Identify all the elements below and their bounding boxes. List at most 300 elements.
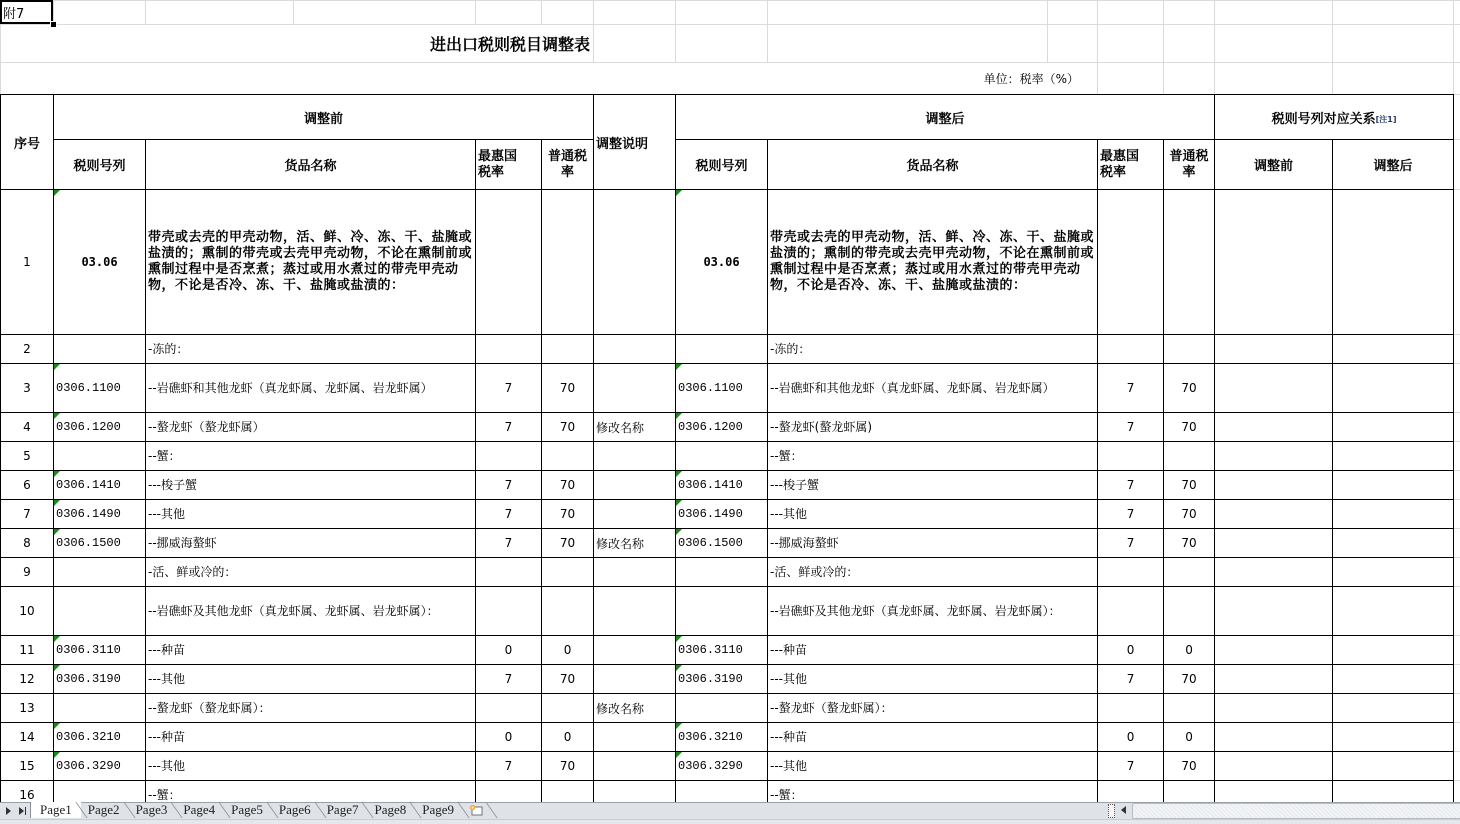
- cell-after-code[interactable]: [676, 558, 768, 587]
- grid-cell[interactable]: [594, 25, 676, 63]
- cell-seq[interactable]: 7: [1, 500, 54, 529]
- grid-cell[interactable]: [1215, 1, 1333, 25]
- cell-after-name[interactable]: ---种苗: [768, 723, 1098, 752]
- insert-sheet-icon: [469, 804, 483, 816]
- cell-before-name[interactable]: -冻的：: [146, 335, 476, 364]
- cell-relation-after[interactable]: [1333, 558, 1454, 587]
- header-relation-label: 税则号列对应关系: [1271, 111, 1376, 127]
- grid-cell[interactable]: [676, 25, 768, 63]
- sheet-tab-page8[interactable]: Page8: [365, 802, 415, 818]
- grid-cell[interactable]: [54, 1, 146, 25]
- cell-before-general[interactable]: 70: [542, 665, 594, 694]
- header-after-group: 调整后: [676, 95, 1215, 140]
- header-after-general-rate: 普通税率: [1169, 148, 1209, 180]
- cell-seq[interactable]: 14: [1, 723, 54, 752]
- sheet-tab-page9[interactable]: Page9: [413, 802, 463, 818]
- header-after-name: 货品名称: [768, 140, 1098, 190]
- cell-relation-after[interactable]: [1333, 442, 1454, 471]
- cell-before-mfn[interactable]: 7: [476, 364, 542, 413]
- cell-before-code[interactable]: [54, 781, 146, 803]
- cell-before-general[interactable]: [542, 335, 594, 364]
- cell-relation-before[interactable]: [1215, 413, 1333, 442]
- cell-before-mfn[interactable]: [476, 558, 542, 587]
- cell-relation-before[interactable]: [1215, 558, 1333, 587]
- cell-seq[interactable]: 15: [1, 752, 54, 781]
- cell-before-name[interactable]: ---其他: [146, 752, 476, 781]
- cell-before-mfn[interactable]: [476, 694, 542, 723]
- cell-before-code[interactable]: [54, 694, 146, 723]
- grid-cell[interactable]: [1454, 665, 1460, 694]
- cell-after-mfn[interactable]: [1098, 335, 1164, 364]
- cell-after-name[interactable]: ---梭子蟹: [768, 471, 1098, 500]
- cell-after-mfn[interactable]: 7: [1098, 752, 1164, 781]
- cell-before-code[interactable]: 0306.3190: [54, 665, 146, 694]
- cell-seq[interactable]: 12: [1, 665, 54, 694]
- table-row: [1, 471, 1460, 500]
- cell-relation-before[interactable]: [1215, 500, 1333, 529]
- cell-before-general[interactable]: [542, 781, 594, 803]
- grid-cell[interactable]: [1454, 335, 1460, 364]
- cell-before-code[interactable]: 0306.3290: [54, 752, 146, 781]
- header-after-mfn-rate: 最惠国税率: [1100, 148, 1140, 180]
- cell-relation-before[interactable]: [1215, 335, 1333, 364]
- cell-after-general[interactable]: [1164, 190, 1215, 335]
- cell-after-mfn[interactable]: 7: [1098, 413, 1164, 442]
- cell-before-general[interactable]: 70: [542, 413, 594, 442]
- cell-note[interactable]: [594, 558, 676, 587]
- tariff-adjustment-table: [0, 94, 1460, 802]
- cell-after-name[interactable]: ---其他: [768, 500, 1098, 529]
- cell-after-code[interactable]: 0306.1500: [676, 529, 768, 558]
- grid-cell[interactable]: [542, 1, 594, 25]
- cell-relation-after[interactable]: [1333, 752, 1454, 781]
- cell-relation-before[interactable]: [1215, 529, 1333, 558]
- cell-before-mfn[interactable]: 7: [476, 471, 542, 500]
- arrow-left-icon: [1121, 806, 1126, 814]
- cell-before-general[interactable]: [542, 190, 594, 335]
- cell-after-general[interactable]: 70: [1164, 471, 1215, 500]
- header-after-code: 税则号列: [676, 140, 768, 190]
- cell-before-name[interactable]: --蟹：: [146, 781, 476, 803]
- cell-before-general[interactable]: 0: [542, 723, 594, 752]
- grid-cell[interactable]: [1098, 63, 1164, 95]
- cell-after-code[interactable]: 0306.1200: [676, 413, 768, 442]
- cell-before-name[interactable]: --岩礁虾及其他龙虾（真龙虾属、龙虾属、岩龙虾属）：: [146, 587, 476, 636]
- cell-after-name[interactable]: --螯龙虾（螯龙虾属）：: [768, 694, 1098, 723]
- cell-after-general[interactable]: 70: [1164, 665, 1215, 694]
- cell-after-mfn[interactable]: 7: [1098, 500, 1164, 529]
- header-before-mfn-rate: 最惠国税率: [478, 148, 518, 180]
- cell-after-general[interactable]: 70: [1164, 364, 1215, 413]
- grid-cell[interactable]: [1454, 558, 1460, 587]
- cell-before-code[interactable]: [54, 335, 146, 364]
- cell-relation-before[interactable]: [1215, 723, 1333, 752]
- cell-note[interactable]: 修改名称: [594, 413, 676, 442]
- grid-cell[interactable]: [1454, 587, 1460, 636]
- grid-cell[interactable]: [1454, 63, 1460, 95]
- header-relation-group: [1215, 95, 1454, 140]
- cell-relation-after[interactable]: [1333, 665, 1454, 694]
- sheet-tab-page2[interactable]: Page2: [79, 802, 129, 818]
- last-sheet-icon: [19, 807, 24, 815]
- table-row: [1, 190, 1460, 335]
- cell-before-name[interactable]: --岩礁虾和其他龙虾（真龙虾属、龙虾属、岩龙虾属）: [146, 364, 476, 413]
- cell-relation-after[interactable]: [1333, 500, 1454, 529]
- cell-before-name[interactable]: ---其他: [146, 500, 476, 529]
- table-row: [1, 500, 1460, 529]
- fill-handle[interactable]: [50, 21, 57, 28]
- unit-label[interactable]: 单位：税率（%）: [1, 63, 1098, 95]
- footnote-marker[interactable]: [注1]: [1375, 114, 1397, 124]
- sheet-tab-page5[interactable]: Page5: [222, 802, 272, 818]
- grid-cell[interactable]: [1454, 500, 1460, 529]
- table-row: [1, 442, 1460, 471]
- cell-after-code[interactable]: 03.06: [676, 190, 768, 335]
- grid-cell[interactable]: [1454, 471, 1460, 500]
- table-row: [1, 723, 1460, 752]
- grid-cell[interactable]: [1048, 25, 1098, 63]
- cell-after-general[interactable]: 0: [1164, 723, 1215, 752]
- cell-after-mfn[interactable]: 7: [1098, 364, 1164, 413]
- cell-seq[interactable]: 11: [1, 636, 54, 665]
- cell-after-general[interactable]: 70: [1164, 413, 1215, 442]
- cell-relation-after[interactable]: [1333, 723, 1454, 752]
- cell-before-general[interactable]: 70: [542, 752, 594, 781]
- header-adjust-note: 调整说明: [594, 95, 676, 190]
- grid-cell[interactable]: [1333, 1, 1454, 25]
- table-row: [1, 335, 1460, 364]
- cell-after-code[interactable]: 0306.3190: [676, 665, 768, 694]
- cell-before-mfn[interactable]: [476, 190, 542, 335]
- table-row: [1, 781, 1460, 803]
- cell-seq[interactable]: 13: [1, 694, 54, 723]
- grid-cell[interactable]: [1454, 190, 1460, 335]
- cell-relation-before[interactable]: [1215, 636, 1333, 665]
- cell-note[interactable]: [594, 335, 676, 364]
- cell-relation-before[interactable]: [1215, 752, 1333, 781]
- header-before-group: 调整前: [54, 95, 594, 140]
- cell-after-general[interactable]: [1164, 694, 1215, 723]
- status-bar: [0, 819, 1460, 824]
- cell-seq[interactable]: 4: [1, 413, 54, 442]
- cell-before-general[interactable]: [542, 442, 594, 471]
- cell-relation-after[interactable]: [1333, 413, 1454, 442]
- cell-after-mfn[interactable]: [1098, 442, 1164, 471]
- cell-before-code[interactable]: [54, 558, 146, 587]
- cell-after-name[interactable]: ---其他: [768, 752, 1098, 781]
- grid-cell[interactable]: [1454, 364, 1460, 413]
- cell-relation-after[interactable]: [1333, 781, 1454, 803]
- cell-after-name[interactable]: --岩礁虾及其他龙虾（真龙虾属、龙虾属、岩龙虾属）：: [768, 587, 1098, 636]
- cell-note[interactable]: [594, 636, 676, 665]
- cell-after-mfn[interactable]: [1098, 781, 1164, 803]
- cell-after-name[interactable]: 带壳或去壳的甲壳动物，活、鲜、冷、冻、干、盐腌或盐渍的；熏制的带壳或去壳甲壳动物，不论在熏制前或熏制过程中是否烹煮；蒸过或用水煮过的带壳甲壳动物，不论是否冷、冻、干、盐腌或盐渍的：: [768, 190, 1098, 335]
- table-row: [1, 364, 1460, 413]
- cell-seq[interactable]: 1: [1, 190, 54, 335]
- cell-before-mfn[interactable]: 7: [476, 752, 542, 781]
- cell-before-mfn[interactable]: 7: [476, 665, 542, 694]
- last-sheet-button[interactable]: [16, 805, 28, 817]
- cell-after-mfn[interactable]: 7: [1098, 471, 1164, 500]
- cell-before-code[interactable]: 0306.3210: [54, 723, 146, 752]
- sheet-tab-page1[interactable]: Page1: [30, 802, 81, 818]
- active-cell-selection[interactable]: [0, 0, 53, 24]
- cell-relation-before[interactable]: [1215, 364, 1333, 413]
- cell-seq[interactable]: 16: [1, 781, 54, 803]
- cell-before-code[interactable]: 0306.1500: [54, 529, 146, 558]
- cell-seq[interactable]: 2: [1, 335, 54, 364]
- cell-after-mfn[interactable]: 0: [1098, 636, 1164, 665]
- cell-note[interactable]: 修改名称: [594, 694, 676, 723]
- header-before-general-rate: 普通税率: [547, 148, 587, 180]
- grid-cell[interactable]: [594, 1, 676, 25]
- grid-cell[interactable]: [1454, 723, 1460, 752]
- horizontal-scrollbar[interactable]: [1106, 802, 1460, 819]
- cell-note[interactable]: [594, 364, 676, 413]
- grid-cell[interactable]: [294, 1, 476, 25]
- grid-cell[interactable]: [1454, 694, 1460, 723]
- sheet-tab-page4[interactable]: Page4: [174, 802, 224, 818]
- last-sheet-bar-icon: [25, 807, 26, 815]
- cell-before-general[interactable]: 0: [542, 636, 594, 665]
- cell-seq[interactable]: 6: [1, 471, 54, 500]
- cell-after-name[interactable]: ---其他: [768, 665, 1098, 694]
- cell-before-mfn[interactable]: 0: [476, 723, 542, 752]
- grid-cell[interactable]: [1164, 1, 1215, 25]
- cell-before-mfn[interactable]: [476, 587, 542, 636]
- grid-cell[interactable]: [1454, 752, 1460, 781]
- cell-after-name[interactable]: -活、鲜或冷的：: [768, 558, 1098, 587]
- cell-after-general[interactable]: [1164, 442, 1215, 471]
- cell-after-general[interactable]: [1164, 781, 1215, 803]
- cell-after-name[interactable]: -冻的：: [768, 335, 1098, 364]
- cell-after-general[interactable]: [1164, 335, 1215, 364]
- grid-cell[interactable]: [1454, 413, 1460, 442]
- cell-before-mfn[interactable]: [476, 781, 542, 803]
- grid-cell[interactable]: [1215, 25, 1333, 63]
- table-row: [1, 665, 1460, 694]
- grid-cell[interactable]: [1098, 1, 1164, 25]
- table-row: [1, 694, 1460, 723]
- cell-before-general[interactable]: [542, 587, 594, 636]
- cell-after-name[interactable]: --螯龙虾(螯龙虾属): [768, 413, 1098, 442]
- header-before-code: 税则号列: [54, 140, 146, 190]
- grid-cell[interactable]: [1454, 636, 1460, 665]
- cell-relation-after[interactable]: [1333, 694, 1454, 723]
- grid-cell[interactable]: [676, 1, 768, 25]
- cell-before-general[interactable]: 70: [542, 364, 594, 413]
- cell-note[interactable]: [594, 471, 676, 500]
- cell-relation-after[interactable]: [1333, 190, 1454, 335]
- sheet-tab-page3[interactable]: Page3: [127, 802, 177, 818]
- tab-split-handle[interactable]: [1108, 804, 1115, 818]
- cell-before-general[interactable]: [542, 558, 594, 587]
- header-before-name: 货品名称: [146, 140, 476, 190]
- grid-cell[interactable]: [1215, 63, 1333, 95]
- next-sheet-button[interactable]: [3, 805, 15, 817]
- cell-before-name[interactable]: ---种苗: [146, 723, 476, 752]
- cell-relation-after[interactable]: [1333, 529, 1454, 558]
- grid-cell[interactable]: [768, 1, 1048, 25]
- cell-note[interactable]: [594, 752, 676, 781]
- table-row: [1, 636, 1460, 665]
- cell-before-general[interactable]: 70: [542, 529, 594, 558]
- cell-note[interactable]: [594, 190, 676, 335]
- cell-after-general[interactable]: 0: [1164, 636, 1215, 665]
- cell-relation-before[interactable]: [1215, 694, 1333, 723]
- cell-after-code[interactable]: [676, 587, 768, 636]
- cell-relation-after[interactable]: [1333, 636, 1454, 665]
- cell-relation-before[interactable]: [1215, 190, 1333, 335]
- cell-after-mfn[interactable]: [1098, 694, 1164, 723]
- header-seq: 序号: [1, 95, 54, 190]
- header-row-1: [1, 95, 1460, 140]
- scrollbar-track[interactable]: [1132, 803, 1460, 819]
- cell-after-general[interactable]: 70: [1164, 752, 1215, 781]
- cell-before-mfn[interactable]: 7: [476, 529, 542, 558]
- cell-before-name[interactable]: ---种苗: [146, 636, 476, 665]
- grid-cell[interactable]: [1454, 529, 1460, 558]
- cell-before-mfn[interactable]: [476, 335, 542, 364]
- cell-after-mfn[interactable]: 0: [1098, 723, 1164, 752]
- cell-after-mfn[interactable]: 7: [1098, 529, 1164, 558]
- cell-note[interactable]: 修改名称: [594, 529, 676, 558]
- cell-relation-before[interactable]: [1215, 442, 1333, 471]
- cell-before-name[interactable]: --蟹：: [146, 442, 476, 471]
- grid-cell[interactable]: [1098, 25, 1164, 63]
- cell-relation-after[interactable]: [1333, 587, 1454, 636]
- cell-note[interactable]: [594, 723, 676, 752]
- cell-note[interactable]: [594, 442, 676, 471]
- cell-before-name[interactable]: -活、鲜或冷的：: [146, 558, 476, 587]
- cell-after-name[interactable]: --岩礁虾和其他龙虾（真龙虾属、龙虾属、岩龙虾属）: [768, 364, 1098, 413]
- cell-before-code[interactable]: 0306.1490: [54, 500, 146, 529]
- cell-before-general[interactable]: 70: [542, 500, 594, 529]
- grid-cell[interactable]: [1454, 25, 1460, 63]
- grid-cell[interactable]: [1454, 1, 1460, 25]
- cell-after-code[interactable]: 0306.1410: [676, 471, 768, 500]
- cell-after-code[interactable]: [676, 694, 768, 723]
- cell-relation-before[interactable]: [1215, 587, 1333, 636]
- cell-after-mfn[interactable]: 7: [1098, 665, 1164, 694]
- cell-after-mfn[interactable]: [1098, 190, 1164, 335]
- cell-after-mfn[interactable]: [1098, 587, 1164, 636]
- cell-before-mfn[interactable]: [476, 442, 542, 471]
- cell-after-code[interactable]: 0306.1100: [676, 364, 768, 413]
- cell-seq[interactable]: 10: [1, 587, 54, 636]
- cell-after-code[interactable]: 0306.3110: [676, 636, 768, 665]
- cell-after-general[interactable]: 70: [1164, 529, 1215, 558]
- grid-cell[interactable]: [1454, 95, 1460, 140]
- cell-after-code[interactable]: 0306.3210: [676, 723, 768, 752]
- cell-before-general[interactable]: 70: [542, 471, 594, 500]
- cell-before-name[interactable]: --挪威海螯虾: [146, 529, 476, 558]
- cell-before-mfn[interactable]: 7: [476, 413, 542, 442]
- cell-before-name[interactable]: --螯龙虾（螯龙虾属）：: [146, 694, 476, 723]
- cell-before-name[interactable]: --螯龙虾（螯龙虾属）: [146, 413, 476, 442]
- cell-after-name[interactable]: --蟹：: [768, 781, 1098, 803]
- cell-after-name[interactable]: --挪威海螯虾: [768, 529, 1098, 558]
- cell-note[interactable]: [594, 500, 676, 529]
- cell-before-name[interactable]: ---其他: [146, 665, 476, 694]
- grid-cell[interactable]: [1454, 442, 1460, 471]
- cell-before-code[interactable]: 0306.1200: [54, 413, 146, 442]
- header-relation-before: 调整前: [1215, 140, 1333, 190]
- cell-after-code[interactable]: [676, 335, 768, 364]
- cell-relation-after[interactable]: [1333, 364, 1454, 413]
- cell-before-code[interactable]: 0306.1410: [54, 471, 146, 500]
- table-row: [1, 529, 1460, 558]
- next-sheet-icon: [6, 807, 11, 815]
- cell-relation-before[interactable]: [1215, 665, 1333, 694]
- cell-before-code[interactable]: [54, 587, 146, 636]
- grid-cell[interactable]: [1164, 25, 1215, 63]
- cell-before-mfn[interactable]: 0: [476, 636, 542, 665]
- grid-cell[interactable]: [476, 1, 542, 25]
- cell-relation-after[interactable]: [1333, 471, 1454, 500]
- cell-before-name[interactable]: ---梭子蟹: [146, 471, 476, 500]
- cell-after-general[interactable]: [1164, 558, 1215, 587]
- grid-cell[interactable]: [146, 1, 294, 25]
- sheet-tabs: [30, 802, 491, 819]
- scroll-left-button[interactable]: [1118, 804, 1130, 816]
- cell-after-name[interactable]: ---种苗: [768, 636, 1098, 665]
- cell-after-code[interactable]: 0306.3290: [676, 752, 768, 781]
- cell-after-mfn[interactable]: [1098, 558, 1164, 587]
- grid-cell[interactable]: [1048, 1, 1098, 25]
- cell-a1-value: 附7: [3, 7, 25, 22]
- grid-cell[interactable]: [1333, 63, 1454, 95]
- table-row: [1, 587, 1460, 636]
- cell-relation-after[interactable]: [1333, 335, 1454, 364]
- header-row-2: [1, 140, 1460, 190]
- table-row: [1, 752, 1460, 781]
- cell-seq[interactable]: 8: [1, 529, 54, 558]
- cell-note[interactable]: [594, 665, 676, 694]
- sheet-top-rows: [0, 0, 1460, 95]
- cell-seq[interactable]: 9: [1, 558, 54, 587]
- grid-cell[interactable]: [1164, 63, 1215, 95]
- cell-after-code[interactable]: 0306.1490: [676, 500, 768, 529]
- cell-before-code[interactable]: 0306.3110: [54, 636, 146, 665]
- cell-before-code[interactable]: 0306.1100: [54, 364, 146, 413]
- grid-cell[interactable]: [768, 25, 1048, 63]
- cell-before-code[interactable]: [54, 442, 146, 471]
- cell-after-general[interactable]: [1164, 587, 1215, 636]
- sheet-tab-page7[interactable]: Page7: [318, 802, 368, 818]
- sheet-tab-page6[interactable]: Page6: [270, 802, 320, 818]
- cell-after-code[interactable]: [676, 442, 768, 471]
- cell-seq[interactable]: 5: [1, 442, 54, 471]
- grid-cell[interactable]: [1454, 140, 1460, 190]
- cell-note[interactable]: [594, 587, 676, 636]
- cell-after-code[interactable]: [676, 781, 768, 803]
- cell-relation-before[interactable]: [1215, 471, 1333, 500]
- grid-cell[interactable]: [1333, 25, 1454, 63]
- cell-relation-before[interactable]: [1215, 781, 1333, 803]
- insert-sheet-button[interactable]: [461, 802, 491, 818]
- cell-before-code[interactable]: 03.06: [54, 190, 146, 335]
- cell-seq[interactable]: 3: [1, 364, 54, 413]
- cell-note[interactable]: [594, 781, 676, 803]
- cell-before-general[interactable]: [542, 694, 594, 723]
- cell-after-general[interactable]: 70: [1164, 500, 1215, 529]
- cell-before-name[interactable]: 带壳或去壳的甲壳动物，活、鲜、冷、冻、干、盐腌或盐渍的；熏制的带壳或去壳甲壳动物，不论在熏制前或熏制过程中是否烹煮；蒸过或用水煮过的带壳甲壳动物，不论是否冷、冻、干、盐腌或盐渍的：: [146, 190, 476, 335]
- sheet-title[interactable]: 进出口税则税目调整表: [1, 25, 594, 63]
- grid-cell[interactable]: [1454, 781, 1460, 803]
- cell-after-name[interactable]: --蟹：: [768, 442, 1098, 471]
- cell-before-mfn[interactable]: 7: [476, 500, 542, 529]
